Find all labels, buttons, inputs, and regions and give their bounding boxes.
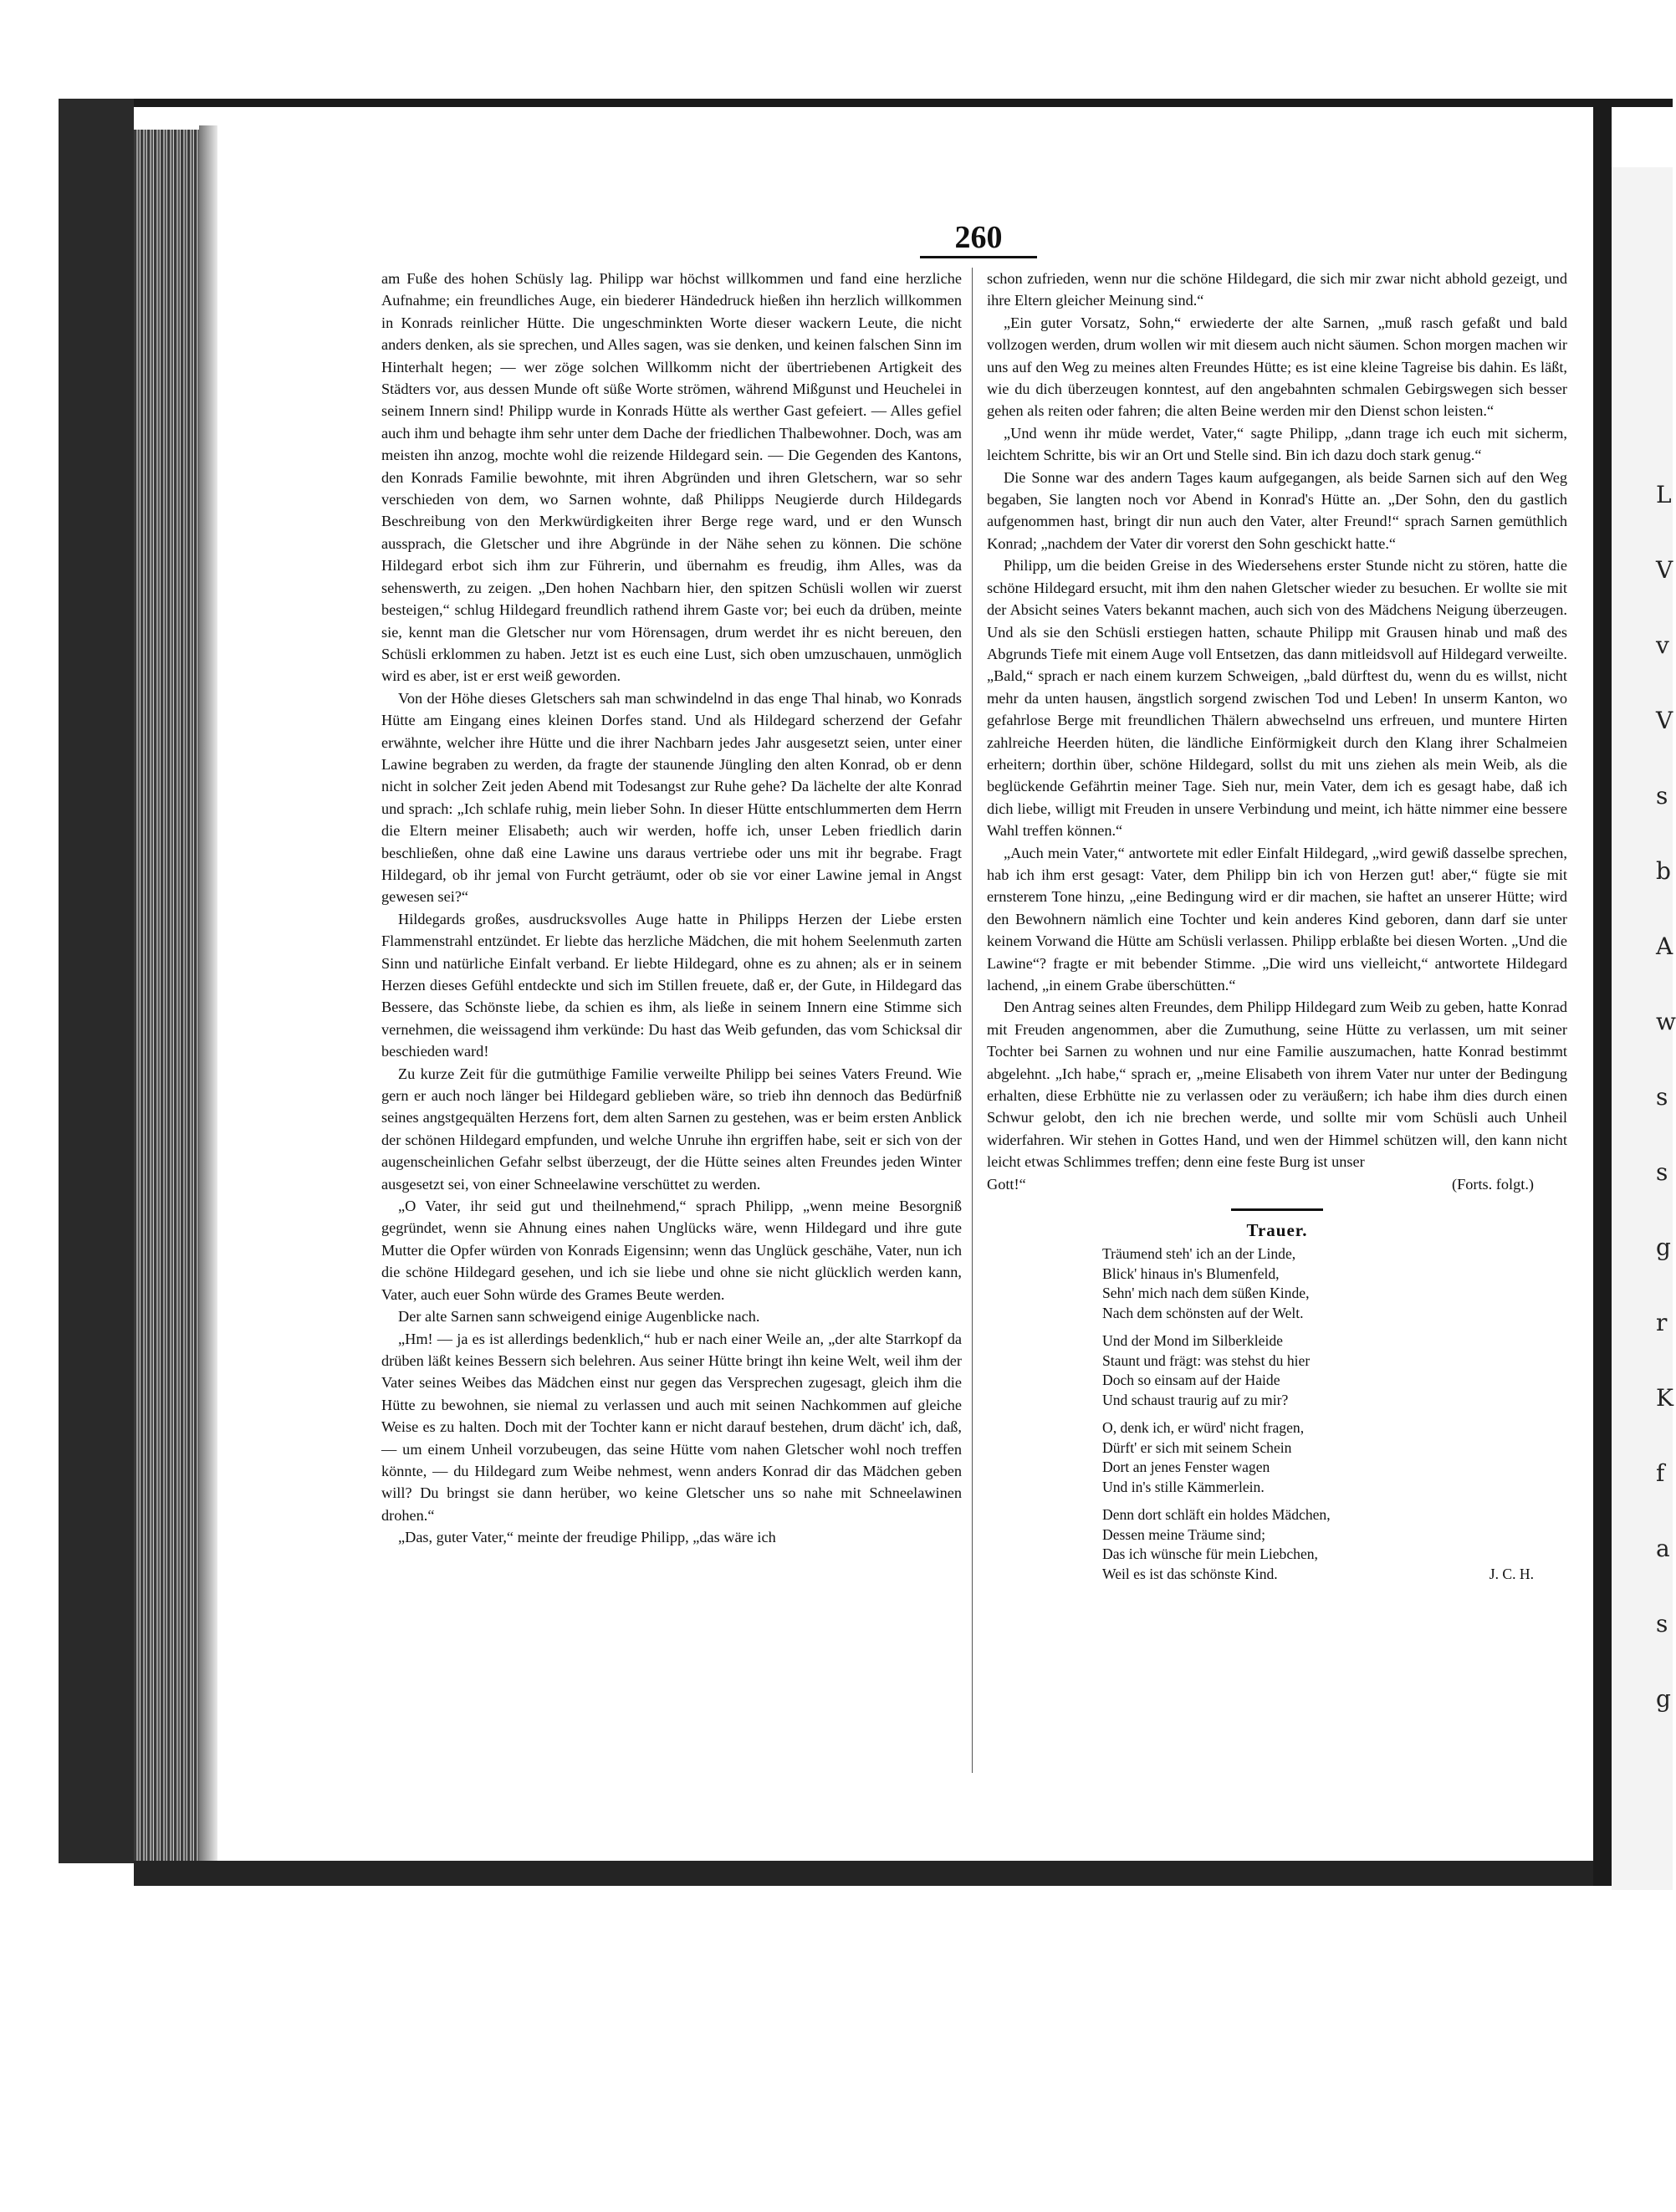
poem-stanza	[1102, 1244, 1567, 1323]
paragraph: Philipp, um die beiden Greise in des Wiedersehens erster Stunde nicht zu stören, hatte die schöne Hildegard ersucht, mit ihm den nahen Gletscher wieder zu besuchen. Er wollte sie mit der Absicht seines Vaters bekannt machen, auch sich von des Mädchens Neigung überzeugen. Und als sie den Schüsli erstiegen hatten, schaute Philipp mit Grausen hinab und maß des Abgrunds Tiefe mit einem Auge voll Entsetzen, das dann mitleidsvoll auf Hildegard verweilte. „Bald,“ sprach er nach einem kurzem Schweigen, „bald dürftest du, wenn du es willst, nicht mehr da unten hausen, ängstlich sorgend zwischen Tod und Leben! In unserm Kanton, wo gefahrlose Berge mit freundlichen Thälern abwechselnd uns erfreuen, und muntere Hirten zahlreiche Heerden hüten, die ländliche Einförmigkeit durch den Klang ihrer Schalmeien erheitern; dorthin über, schöne Hildegard, sollst du mit uns ziehen als mein Weib, als die beglückende Gefährtin meiner Tage. Sieh nur, mein Vater, dem ich es gesagt habe, daß ich dich liebe, willigt mit Freuden in unsere Verbindung und meint, ich hätte nimmer eine bessere Wahl treffen können.“	[987, 557, 1567, 840]
paragraph: „Das, guter Vater,“ meinte der freudige Philipp, „das wäre ich	[398, 1529, 776, 1546]
paragraph: am Fuße des hohen Schüsly lag. Philipp war höchst willkommen und fand eine herzliche Aufnahme; ein freundliches Auge, ein biederer Händedruck hießen ihn herzlich willkommen in Konrads reinlicher Hütte. Die ungeschminkten Worte dieser wackern Leute, die nicht anders denken, als sie sprechen, und Alles sagen, was sie denken, und keinen falschen Sinn im Hinterhalt hegen; — wer zöge solchen Willkomm nicht der übertriebenen Artigkeit des Städters vor, aus dessen Munde oft süße Worte strömen, während Mißgunst und Heuchelei in seinem Innern sind! Philipp wurde in Konrads Hütte als werther Gast gefeiert. — Alles gefiel auch ihm und behagte ihm sehr unter dem Dache der friedlichen Thalbewohner. Doch, was am meisten ihn anzog, mochte wohl die reizende Hildegard sein. — Die Gegenden des Kantons, den Konrads Familie bewohnte, mit ihren Abgründen und ihren Gletschern, war so sehr verschieden von dem, wo Sarnen wohnte, daß Philipps Neugierde durch Hildegards Beschreibung von den Merkwürdigkeiten ihrer Berge rege ward, und er den Wunsch aussprach, die Gletscher und ihre Abgründe in der Nähe sehen zu können. Die schöne Hildegard erbot sich ihm zur Führerin, und übernahm es freudig, ihm Alles, was da sehenswerth, zu zeigen. „Den hohen Nachbarn hier, den spitzen Schüsli wollen wir zuerst besteigen,“ schlug Hildegard freundlich rathend ihrem Gaste vor; bei euch da drüben, meinte sie, kennt man die Gletscher nur vom Hörensagen, drum werdet ihr es nicht bereuen, den Schüsli erklommen zu haben. Jetzt ist es euch eine Lust, sich oben umzuschauen, unmöglich wird es aber, ist er erst weiß geworden.	[381, 270, 962, 685]
adjacent-page-glyph: g	[1656, 1234, 1671, 1261]
adjacent-page-glyph: g	[1656, 1685, 1671, 1713]
page-number-rule	[920, 256, 1037, 258]
poem-title: Trauer.	[1246, 1220, 1308, 1241]
poem-line: Staunt und frägt: was stehst du hier	[1102, 1351, 1311, 1369]
adjacent-page-glyph: s	[1656, 1083, 1668, 1111]
paragraph: „Und wenn ihr müde werdet, Vater,“ sagte Philipp, „dann trage ich euch mit sicherm, leichtem Schritte, bis wir an Ort und Stelle sind. Bin ich dazu doch stark genug.“	[987, 424, 1567, 464]
paragraph: „O Vater, ihr seid gut und theilnehmend,“ sprach Philipp, „wenn meine Besorgniß gegründet, wenn sie Ahnung eines nahen Unglücks wäre, wenn Hildegard und ihre gute Mutter die Opfer würden von Konrads Eigensinn; wenn das Unglück geschähe, Vater, nun ich die schöne Hildegard gesehen, und ich sie liebe und ohne sie nicht glücklich werden kann, Vater, auch euer Sohn würde des Grames Beute werden.	[381, 1198, 962, 1303]
column-divider	[972, 268, 973, 1773]
paragraph: Von der Höhe dieses Gletschers sah man schwindelnd in das enge Thal hinab, wo Konrads Hütte am Eingang eines kleinen Dorfes stand. Und als Hildegard scherzend der Gefahr erwähnte, welcher ihre Hütte und die ihrer Nachbarn jedes Jahr ausgesetzt seien, unter einer Lawine begraben zu werden, da fragte der staunende Jüngling den alten Konrad, ob er denn nicht in solcher Zeit jeden Abend mit Todesangst zur Ruhe gehe? Da lächelte der alte Konrad und sprach: „Ich schlafe ruhig, mein lieber Sohn. In dieser Hütte entschlummerten dem Herrn die Eltern meiner Elisabeth; auch wir werden, hoffe ich, unser Leben friedlich darin beschließen, ohne daß eine Lawine uns daraus vertriebe oder uns mit ihr begrabe. Fragt Hildegard, ob ihr jemal von Furcht geträumt, oder ob sie vor einer Lawine jemal in Angst gewesen sei?“	[381, 689, 962, 906]
book-page-stack	[134, 130, 199, 1861]
poem-line: Und der Mond im Silberkleide	[1102, 1332, 1283, 1350]
poem-line: Blick' hinaus in's Blumenfeld,	[1102, 1264, 1280, 1282]
paragraph: „Auch mein Vater,“ antwortete mit edler Einfalt Hildegard, „wird gewiß dasselbe sprechen, hab ich ihm erst gesagt: Vater, dem Philipp bin ich von Herzen gut! aber,“ fügte sie mit ernsterem Tone hinzu, „eine Bedingung wird er dir machen, sie haftet an unserer Hütte; wird den Bewohnern nämlich eine Tochter und kein anderes Kind geboren, dann darf sie unter keinem Vorwand die Hütte am Schüsli verlassen. Philipp erblaßte bei diesen Worten. „Und die Lawine“? fragte er mit bebender Stimme. „Die wird uns vielleicht,“ antwortete Hildegard lachend, „in einem Grabe überschütten.“	[987, 844, 1567, 994]
poem-line: Doch so einsam auf der Haide	[1102, 1372, 1280, 1389]
right-column-paragraphs	[987, 268, 1567, 1173]
paragraph: „Ein guter Vorsatz, Sohn,“ erwiederte der alte Sarnen, „muß rasch gefaßt und bald vollzogen werden, drum wollen wir mit diesem auch nicht säumen. Schon morgen machen wir uns auf den Weg zu meines alten Freundes Hütte; es ist eine kleine Tagreise bis dahin. Es läßt, wie du dich überzeugen konntest, auf den angebahnten schmalen Gebirgswegen sich besser gehen als reiten oder fahren; die alten Beine werden mir den Dienst schon leisten.“	[987, 314, 1567, 420]
poem-last-line-row	[987, 1565, 1567, 1585]
adjacent-page-glyph: r	[1656, 1309, 1668, 1336]
adjacent-page-glyph: a	[1656, 1535, 1670, 1562]
adjacent-page-glyph: s	[1656, 1610, 1668, 1637]
adjacent-page-glyph: A	[1656, 932, 1673, 960]
adjacent-page-glyph: v	[1656, 631, 1669, 659]
adjacent-page-glyph: V	[1656, 556, 1673, 584]
left-column	[381, 268, 962, 1549]
paragraph: Zu kurze Zeit für die gutmüthige Familie verweilte Philipp bei seines Vaters Freund. Wie gern er auch noch länger bei Hildegard geblieben wäre, so trieb ihn dennoch das Bedürfniß seines angstgequälten Herzens fort, dem alten Sarnen zu gestehen, was er beim ersten Anblick der schönen Hildegard empfunden, und welche Unruhe ihn ergriffen habe, seit er sich von der augenscheinlichen Gefahr selbst überzeugt, der die Hütte seines alten Freundes jeden Winter ausgesetzt sei, von einer Schneelawine verschüttet zu werden.	[381, 1065, 962, 1193]
book-bottom-edge	[134, 1861, 1648, 1886]
poem-line: Sehn' mich nach dem süßen Kinde,	[1102, 1285, 1310, 1302]
poem-stanza	[1102, 1331, 1567, 1410]
poem-line: Dort an jenes Fenster wagen	[1102, 1458, 1270, 1476]
paragraph: Den Antrag seines alten Freundes, dem Philipp Hildegard zum Weib zu geben, hatte Konrad mit Freuden angenommen, aber die Zumuthung, seine Hütte zu verlassen, um mit seiner Tochter bei Sarnen zu wohnen und nur eine Familie auszumachen, hatte Konrad bestimmt abgelehnt. „Ich habe,“ sprach er, „meine Elisabeth von ihrem Vater nur unter der Bedingung erhalten, diese Erbhütte nie zu verlassen oder zu veräußern; ich habe ihm dies durch einen Schwur gelobt, den ich nie brechen werde, und sollte mir vom Schüsli auch Unheil widerfahren. Wir stehen in Gottes Hand, und wen der Himmel schützen will, den kann nicht leicht etwas Schlimmes treffen; denn eine feste Burg ist unser	[987, 999, 1567, 1171]
paragraph: Hildegards großes, ausdrucksvolles Auge hatte in Philipps Herzen der Liebe ersten Flammenstrahl entzündet. Er liebte das herzliche Mädchen, die mit hohem Seelenmuth zarten Sinn und natürliche Einfalt verband. Er liebte Hildegard, ohne es zu ahnen; als er in seinem Herzen dieses Gefühl entdeckte und sich im Stillen freuete, daß er, der Gute, in Hildegard das Bessere, das Schönste liebe, da schien es ihm, als ließe in seinem Innern eine Stimme sich vernehmen, die weissagend ihm verkünde: Du hast das Weib gefunden, das vom Schicksal dir beschieden ward!	[381, 910, 962, 1060]
page-number: 260	[954, 220, 1003, 255]
paragraph: schon zufrieden, wenn nur die schöne Hildegard, die sich mir zwar nicht abhold gezeigt, und ihre Eltern gleicher Meinung sind.“	[987, 270, 1567, 309]
poem-line: Dessen meine Träume sind;	[1102, 1525, 1265, 1543]
scan-left-edge	[59, 99, 134, 1863]
adjacent-page-glyph: V	[1656, 707, 1673, 734]
story-ending	[987, 1173, 1567, 1195]
poem-line: O, denk ich, er würd' nicht fragen,	[1102, 1419, 1305, 1437]
scan-top-edge	[59, 99, 1673, 107]
paragraph: Die Sonne war des andern Tages kaum aufgegangen, als beide Sarnen sich auf den Weg begaben, Sie langten noch vor Abend in Konrad's Hütte an. „Der Sohn, den du gastlich aufgenommen hast, bringt dir nun auch den Vater, alter Freund!“ sprach Sarnen gemüthlich Konrad; „nachdem der Vater dir vorerst den Sohn geschickt hatte.“	[987, 468, 1567, 552]
adjacent-page-glyph: b	[1656, 857, 1671, 885]
poem-stanza	[1102, 1505, 1567, 1565]
right-column	[987, 268, 1567, 1584]
book-gutter	[199, 125, 217, 1861]
adjacent-page-glyph: w	[1656, 1008, 1676, 1035]
paragraph: Der alte Sarnen sann schweigend einige Augenblicke nach.	[398, 1308, 760, 1326]
poem-line: Das ich wünsche für mein Liebchen,	[1102, 1545, 1318, 1563]
poem-last-line: Weil es ist das schönste Kind.	[1102, 1565, 1278, 1582]
scan-right-edge	[1593, 99, 1612, 1886]
poem-line: Dürft' er sich mit seinem Schein	[1102, 1438, 1292, 1456]
poem-stanza	[1102, 1418, 1567, 1497]
poem-rule	[1231, 1208, 1323, 1211]
poem-line: Und in's stille Kämmerlein.	[1102, 1478, 1265, 1495]
poem-line: Und schaust traurig auf zu mir?	[1102, 1391, 1289, 1408]
adjacent-page-glyph: f	[1656, 1459, 1665, 1487]
poem-line: Träumend steh' ich an der Linde,	[1102, 1245, 1296, 1263]
poem-body	[987, 1244, 1567, 1565]
adjacent-page-glyph: s	[1656, 782, 1668, 810]
adjacent-page-glyph: K	[1656, 1384, 1673, 1412]
adjacent-page-glyph: s	[1656, 1158, 1668, 1186]
story-ending-word: Gott!“	[987, 1175, 1026, 1193]
paragraph: „Hm! — ja es ist allerdings bedenklich,“ hub er nach einer Weile an, „der alte Starrkopf da drüben läßt keines Bessern sich belehren. Aus seiner Hütte bringt ihn keine Welt, weil ihm der Vater seines Weibes das Mädchen einst nur gegen das Versprechen zugesagt, gleich ihm die Hütte zu bewohnen, sie niemal zu verlassen und auch mit seinen Nachkommen auf gleiche Weise es zu halten. Doch mit der Tochter kann er nicht darauf bestehen, drum dächt' ich, daß, — um einem Unheil vorzubeugen, das seine Hütte vom nahen Gletscher wohl noch treffen könnte, — du Hildegard zum Weibe nehmest, wenn anders Konrad dir das Mädchen geben will? Du bringst sie dann herüber, wo keine Gletscher uns so nahe mit Schneelawinen drohen.“	[381, 1330, 962, 1524]
adjacent-page-glyph: L	[1656, 481, 1672, 508]
poem-line: Nach dem schönsten auf der Welt.	[1102, 1304, 1304, 1321]
poem-author: J. C. H.	[1489, 1565, 1534, 1582]
poem-line: Denn dort schläft ein holdes Mädchen,	[1102, 1506, 1331, 1524]
continuation-note: (Forts. folgt.)	[1451, 1175, 1534, 1193]
